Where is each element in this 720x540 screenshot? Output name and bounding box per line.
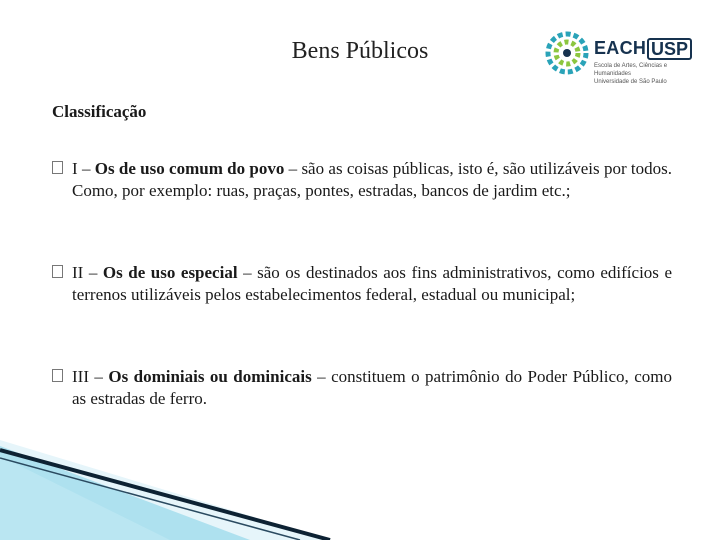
logo-subtitle bbox=[594, 62, 694, 86]
logo-mark-icon bbox=[544, 30, 590, 76]
list-item-text bbox=[72, 262, 672, 306]
item-prefix: I – bbox=[72, 159, 95, 178]
logo-subtitle-line2: Universidade de São Paulo bbox=[594, 79, 667, 85]
item-term: Os de uso comum do povo bbox=[94, 159, 285, 178]
item-description: – são as coisas públicas, isto é, são utilizáveis por todos. Como, por exemplo: ruas, praças, pontes, estradas, bancos de jardim etc.; bbox=[72, 159, 672, 200]
item-term: Os de uso especial bbox=[102, 263, 238, 282]
logo-usp-text: USP bbox=[647, 38, 692, 60]
section-heading: Classificação bbox=[52, 102, 147, 121]
slide-title: Bens Públicos bbox=[291, 38, 429, 64]
bullet-box-icon bbox=[52, 369, 63, 382]
bottom-left-decoration bbox=[0, 440, 720, 540]
item-prefix: III – bbox=[72, 367, 109, 386]
bullet-box-icon bbox=[52, 265, 63, 278]
item-description: – constituem o patrimônio do Poder Público, como as estradas de ferro. bbox=[72, 367, 673, 408]
bullet-box-icon bbox=[52, 161, 63, 174]
item-prefix: II – bbox=[72, 263, 103, 282]
list-item bbox=[52, 262, 672, 306]
each-usp-logo bbox=[544, 30, 694, 88]
item-description: – são os destinados aos fins administrativos, como edifícios e terrenos utilizáveis pelos estabelecimentos federal, estadual ou municipal; bbox=[72, 263, 672, 304]
list-item-text bbox=[72, 366, 672, 410]
list-item bbox=[52, 158, 672, 202]
logo-brand-text: EACH bbox=[594, 38, 647, 58]
item-term: Os dominiais ou dominicais bbox=[108, 367, 312, 386]
list-item-text bbox=[72, 158, 672, 202]
list-item bbox=[52, 366, 672, 410]
logo-subtitle-line1: Escola de Artes, Ciências e Humanidades bbox=[594, 63, 668, 77]
